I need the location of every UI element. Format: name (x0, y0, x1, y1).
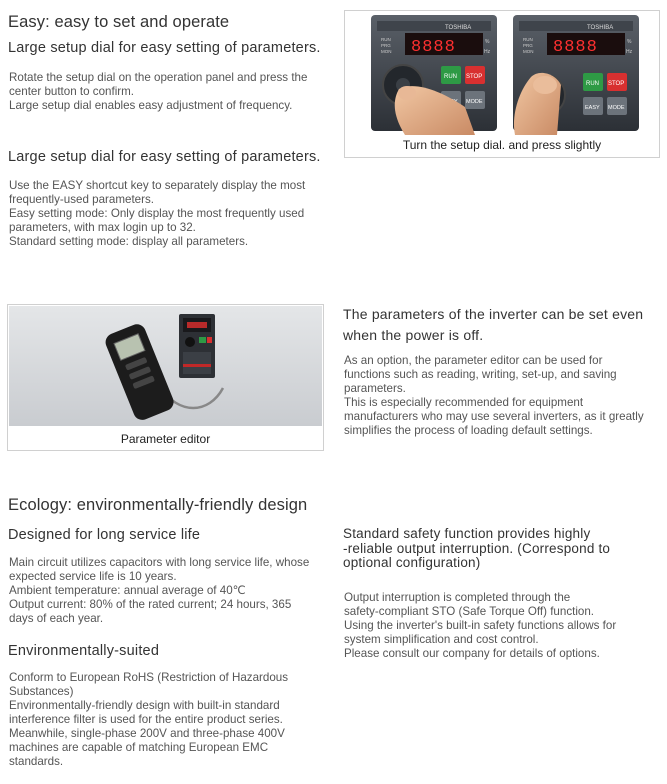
editor-title (343, 304, 643, 346)
text-line: Meanwhile, single-phase 200V and three-phase 400V (9, 727, 285, 740)
text-line: days of each year. (9, 612, 104, 625)
title-line: optional configuration) (343, 555, 481, 570)
text-line: Large setup dial enables easy adjustment of frequency. (9, 99, 293, 112)
inverter-unit (179, 314, 215, 378)
text-line: manufacturers who may use several inverters, as it greatly (344, 410, 644, 423)
text-line: Substances) (9, 685, 74, 698)
easy-paragraph-1 (9, 71, 307, 113)
easy-paragraph-2 (9, 179, 305, 249)
text-line: Use the EASY shortcut key to separately display the most (9, 179, 306, 192)
run-label: RUN (444, 74, 457, 80)
text-line: This is especially recommended for equipment (344, 396, 584, 409)
text-line: Using the inverter's built-in safety functions allows for (344, 619, 617, 632)
parameter-editor-photo (9, 306, 322, 426)
text-line: Environmentally-friendly design with built-in standard (9, 699, 280, 712)
text-line: Rotate the setup dial on the operation panel and press the (9, 71, 308, 84)
title-line: The parameters of the inverter can be set even (343, 306, 644, 322)
text-line: expected service life is 10 years. (9, 570, 177, 583)
indicator-label: RUN (523, 37, 533, 42)
text-line: Standard setting mode: display all parameters. (9, 235, 249, 248)
text-line: Output interruption is completed through the (344, 591, 571, 604)
easy-label: EASY (585, 105, 600, 111)
text-line: Ambient temperature: annual average of 40℃ (9, 584, 246, 597)
led-display: 8888 (411, 38, 456, 57)
ecology-paragraph-2 (9, 671, 288, 769)
text-line: functions such as reading, writing, set-up, and saving (344, 368, 617, 381)
brand-text: TOSHIBA (445, 25, 472, 31)
ecology-paragraph-1 (9, 556, 309, 626)
indicator-label: MON (523, 49, 534, 54)
text-line: Main circuit utilizes capacitors with long service life, whose (9, 556, 310, 569)
easy-subtitle-1: Large setup dial for easy setting of parameters. (8, 40, 321, 56)
ecology-title: Ecology: environmentally-friendly design (8, 496, 308, 514)
title-line: when the power is off. (343, 327, 484, 343)
title-line: Standard safety function provides highly (343, 526, 591, 541)
text-line: interference filter is used for the entire product series. (9, 713, 283, 726)
safety-title (343, 527, 610, 571)
unit-label: Hz (626, 49, 633, 55)
editor-paragraph (344, 354, 644, 438)
text-line: Conform to European RoHS (Restriction of Hazardous (9, 671, 289, 684)
easy-subtitle-2: Large setup dial for easy setting of parameters. (8, 149, 321, 165)
panel-photo-right (513, 15, 639, 135)
text-line: frequently-used parameters. (9, 193, 154, 206)
text-line: Please consult our company for details of options. (344, 647, 600, 660)
mode-label: MODE (466, 99, 483, 105)
text-line: simplifies the process of loading default settings. (344, 424, 593, 437)
indicator-label: RUN (381, 37, 391, 42)
text-line: parameters, with max login up to 32. (9, 221, 196, 234)
text-line: machines are capable of matching European EMC (9, 741, 269, 754)
operation-panel-photos (345, 11, 659, 135)
indicator-label: PRG (523, 43, 533, 48)
text-line: standards. (9, 755, 64, 768)
safety-paragraph (344, 591, 616, 661)
text-line: As an option, the parameter editor can be used for (344, 354, 603, 367)
easy-title: Easy: easy to set and operate (8, 13, 230, 31)
panel-photo-left (371, 15, 497, 135)
mode-label: MODE (608, 105, 625, 111)
editor-photo-caption: Parameter editor (120, 432, 211, 446)
text-line: Output current: 80% of the rated current; 24 hours, 365 (9, 598, 292, 611)
brand-text: TOSHIBA (587, 25, 614, 31)
run-label: RUN (586, 81, 599, 87)
ecology-subtitle-1: Designed for long service life (8, 527, 201, 543)
text-line: center button to confirm. (9, 85, 135, 98)
stop-label: STOP (466, 74, 483, 80)
ecology-subtitle-2: Environmentally-suited (8, 643, 160, 659)
panel-photo-caption: Turn the setup dial. and press slightly (402, 138, 602, 152)
text-line: system simplification and cost control. (344, 633, 539, 646)
unit-label: Hz (484, 49, 491, 55)
unit-label: % (627, 39, 632, 45)
editor-photo-box (7, 304, 324, 451)
panel-photo-box (344, 10, 660, 158)
unit-label: % (485, 39, 490, 45)
indicator-label: MON (381, 49, 392, 54)
stop-label: STOP (608, 81, 625, 87)
led-display: 8888 (553, 38, 598, 57)
text-line: safety-compliant STO (Safe Torque Off) function. (344, 605, 595, 618)
text-line: Easy setting mode: Only display the most frequently used (9, 207, 305, 220)
title-line: -reliable output interruption. (Correspond to (343, 540, 611, 556)
indicator-label: PRG (381, 43, 391, 48)
text-line: parameters. (344, 382, 406, 395)
